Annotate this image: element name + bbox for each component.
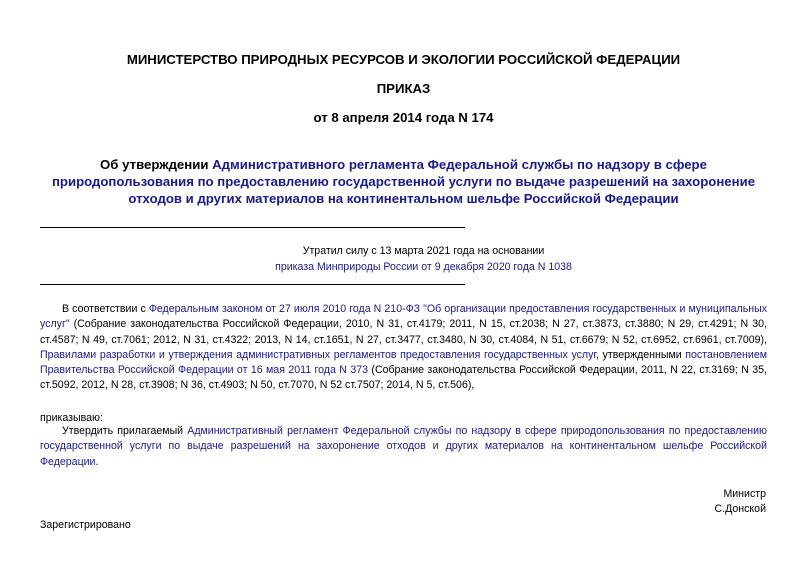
rules-link[interactable]: Правилами разработки и утверждения административных регламентов предоставления государственных услуг	[40, 348, 596, 361]
registered-label: Зарегистрировано	[40, 519, 131, 531]
document-title	[40, 156, 767, 207]
order-word: приказываю:	[40, 412, 103, 424]
government-resolution-link[interactable]: постановлением Правительства Российской Федерации от 16 мая 2011 года N 373	[40, 348, 767, 377]
signatory-position: Министр	[723, 488, 766, 500]
title-regulation-link[interactable]: Административного регламента Федеральной службы по надзору в сфере природопользования по предоставлению государственной услуги по выдаче разрешений на захоронение отходов и других материалов на континентальном шельфе Российской Федерации	[51, 157, 756, 206]
approved-regulation-link[interactable]: Административный регламент Федеральной службы по надзору в сфере природопользования по предоставлению государственной услуги по выдаче разрешений на захоронение отходов и других материалов на континентальном шельфе Российской Федерации	[40, 425, 768, 468]
title-prefix: Об утверждении	[100, 157, 213, 172]
signature-block	[715, 487, 767, 517]
approval-text: Утвердить прилагаемый	[62, 425, 188, 437]
preamble-text: (Собрание законодательства Российской Федерации, 2010, N 31, ст.4179; 2011, N 15, ст.2038; N 27, ст.3873, ст.3880; N 29, ст.4291; N 30, ст.4587; N 49, ст.7061; 2012, N 31, ст.4322; 2013, N 14, ст.1651, N 27, ст.3477, ст.3480, N 30, ст.4084, N 51, ст.6679; N 52, ст.6952, ст.6961, ст.7009),	[40, 318, 767, 346]
document-type: ПРИКАЗ	[376, 81, 431, 96]
status-order-link[interactable]: приказа Минприроды России от 9 декабря 2020 года N 1038	[275, 261, 572, 273]
preamble-paragraph	[40, 302, 767, 394]
approval-paragraph	[40, 424, 767, 470]
preamble-text: В соответствии с	[62, 303, 149, 315]
status-line: Утратил силу с 13 марта 2021 года на основании	[302, 245, 545, 257]
signatory-name: С.Донской	[714, 503, 766, 515]
divider-bottom	[40, 284, 465, 285]
divider-top	[40, 227, 465, 228]
preamble-text: (Собрание законодательства Российской Федерации, 2011, N 22, ст.3169; N 35, ст.5092, 2012, N 28, ст.3908; N 36, ст.4903; N 50, ст.7070, N 52 ст.7507; 2014, N 5, ст.506),	[40, 364, 767, 392]
ministry-heading: МИНИСТЕРСТВО ПРИРОДНЫХ РЕСУРСОВ И ЭКОЛОГИИ РОССИЙСКОЙ ФЕДЕРАЦИИ	[126, 52, 681, 67]
approval-text: .	[95, 455, 99, 468]
federal-law-link[interactable]: Федеральным законом от 27 июля 2010 года N 210-ФЗ "Об организации предоставления государственных и муниципальных услуг"	[40, 303, 767, 331]
document-date-number: от 8 апреля 2014 года N 174	[313, 110, 494, 125]
preamble-text: , утвержденными	[595, 348, 686, 361]
